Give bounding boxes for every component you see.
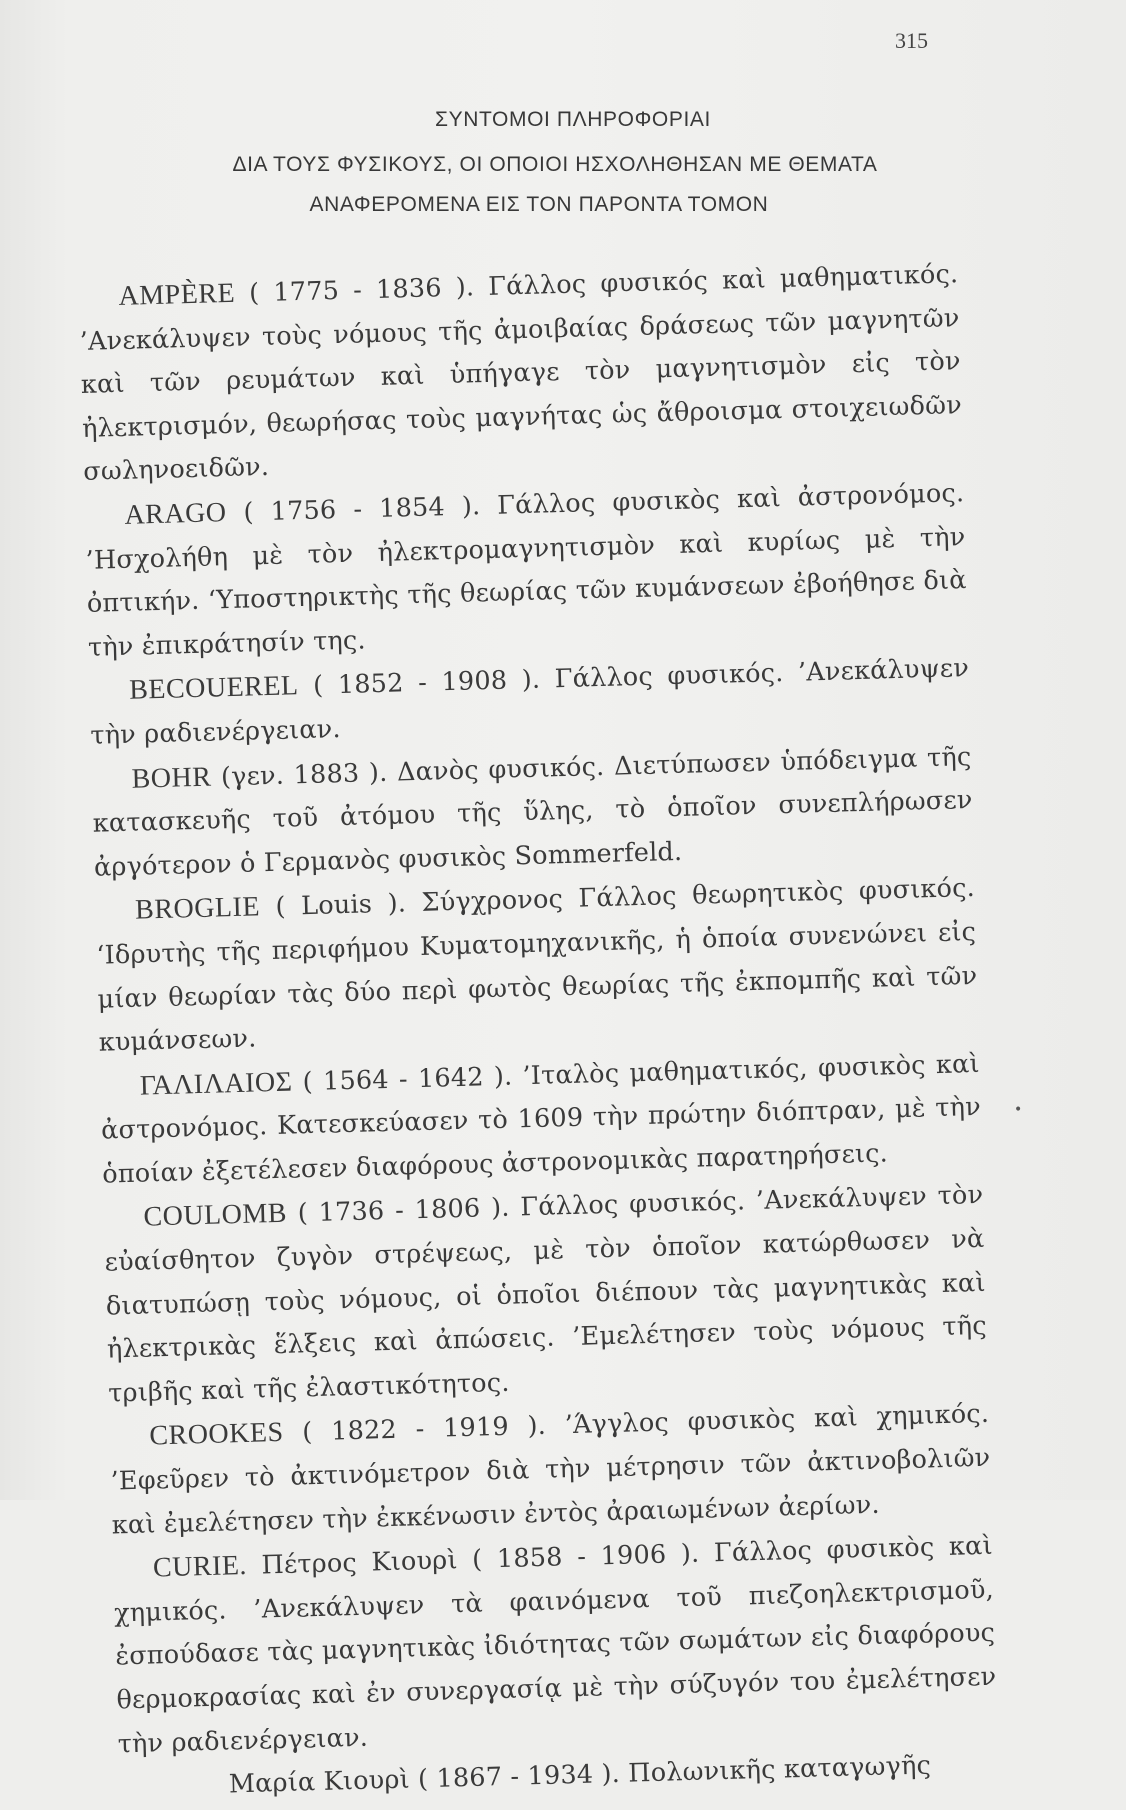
entry-text: ( 1775 - 1836 ). Γάλλος φυσικός καὶ μαθηματικός. ’Ανεκάλυψεν τοὺς νόμους τῆς ἀμοιβαίας δράσεως τῶν μαγνητῶν καὶ τῶν ρευμάτων καὶ ὑπήγαγε τὸν μαγνητισμὸν εἰς τὸν ἠλεκτρισμόν, θεωρήσας τοὺς μαγνήτας ὡς ἄθροισμα στοιχειωδῶν σωληνοειδῶν. xyxy=(79,259,963,488)
page-number: 315 xyxy=(895,28,928,53)
entry-name: CURIE. xyxy=(152,1550,248,1584)
entry-text: ( Louis ). Σύγχρονος Γάλλος θεωρητικὸς φυσικός. ‘Ιδρυτὴς τῆς περιφήμου Κυματομηχανικῆς, ἡ ὁποία συνενώνει εἰς μίαν θεωρίαν τὰς δύο περὶ φωτὸς θεωρίας τῆς ἐκπομπῆς καὶ τῶν κυμάνσεων. xyxy=(95,873,978,1058)
entry-text: ( 1756 - 1854 ). Γάλλος φυσικὸς καὶ ἀστρονόμος. ’Ησχολήθη μὲ τὸν ἠλεκτρομαγνητισμὸν καὶ κυρίως μὲ τὴν ὀπτικήν. ‘Υποστηρικτὴς τῆς θεωρίας τῶν κυμάνσεων ἐβοήθησε διὰ τὴν ἐπικράτησίν της. xyxy=(85,478,967,663)
entry-name: BOHR xyxy=(131,761,212,795)
entry-text: (γεν. 1883 ). Δανὸς φυσικός. Διετύπωσεν ὑπόδειγμα τῆς κατασκευῆς τοῦ ἀτόμου τῆς ὕλης, τὸ ὁποῖον συνεπλήρωσεν ἀργότερον ὁ Γερμανὸς φυσικὸς Sommerfeld. xyxy=(92,741,973,883)
entry-text: Πέτρος Κιουρὶ ( 1858 - 1906 ). Γάλλος φυσικὸς καὶ χημικός. ’Ανεκάλυψεν τὰ φαινόμενα τοῦ πιεζοηλεκτρισμοῦ, ἐσπούδασε τὰς μαγνητικὰς ἰδιότητας τῶν σωμάτων εἰς διαφόρους θερμοκρασίας καὶ ἐν συνεργασίᾳ μὲ τὴν σύζυγόν του ἐμελέτησεν τὴν ραδιενέργειαν. xyxy=(113,1530,997,1760)
entry-text: ( 1736 - 1806 ). Γάλλος φυσικός. ’Ανεκάλυψεν τὸν εὐαίσθητον ζυγὸν στρέψεως, μὲ τὸν ὁποῖον κατώρθωσεν νὰ διατυπώσῃ τοὺς νόμους, οἱ ὁποῖοι διέπουν τὰς μαγνητικὰς καὶ ἠλεκτρικὰς ἕλξεις καὶ ἀπώσεις. ’Εμελέτησεν τοὺς νόμους τῆς τριβῆς καὶ τῆς ἐλαστικότητος. xyxy=(104,1180,988,1409)
entry-galilaios xyxy=(99,1042,982,1198)
entry-text: ( 1822 - 1919 ). ’Άγγλος φυσικὸς καὶ χημικός. ’Εφεῦρεν τὸ ἀκτινόμετρον διὰ τὴν μέτρησιν τῶν ἀκτινοβολιῶν καὶ ἐμελέτησεν τὴν ἐκκένωσιν ἐντὸς ἀραιωμένων ἀερίων. xyxy=(110,1399,991,1541)
entry-name: CROOKES xyxy=(148,1417,284,1452)
entry-name: BROGLIE xyxy=(134,891,261,926)
entry-crookes xyxy=(109,1392,992,1548)
entries-body xyxy=(78,252,999,1810)
entry-broglie xyxy=(95,866,979,1065)
entry-name: ARAGO xyxy=(124,497,227,531)
entry-name: BECOUEREL xyxy=(128,670,299,707)
entry-curie xyxy=(112,1524,998,1767)
heading-line-1: ΣΥΝΤΟΜΟΙ ΠΛΗΡΟΦΟΡΙΑΙ xyxy=(435,108,711,131)
entry-bohr xyxy=(91,735,974,891)
entry-name: AMPÈRE xyxy=(118,277,236,312)
entry-text: ( 1564 - 1642 ). ’Ιταλὸς μαθηματικός, φυσικὸς καὶ ἀστρονόμος. Κατεσκεύασεν τὸ 1609 τὴν πρώτην διόπτραν, μὲ τὴν ὁποίαν ἐξετέλεσεν διαφόρους ἀστρονομικὰς παρατηρήσεις. xyxy=(100,1048,982,1190)
entry-name: COULOMB xyxy=(143,1198,288,1234)
entry-ampere xyxy=(78,252,964,495)
entry-coulomb xyxy=(103,1173,989,1416)
entry-name: ΓΑΛΙΛΑΙΟΣ xyxy=(139,1066,293,1102)
heading-line-2: ΔΙΑ ΤΟΥΣ ΦΥΣΙΚΟΥΣ, ΟΙ ΟΠΟΙΟΙ ΗΣΧΟΛΗΘΗΣΑΝ ΜΕ ΘΕΜΑΤΑ xyxy=(232,153,878,176)
entry-marie-curie: Μαρία Κιουρὶ ( 1867 - 1934 ). Πολωνικῆς καταγωγῆς xyxy=(228,1750,932,1800)
entry-text: ( 1852 - 1908 ). Γάλλος φυσικός. ’Ανεκάλυψεν τὴν ραδιενέργειαν. xyxy=(90,653,970,751)
entry-arago xyxy=(84,471,968,670)
ink-speck: • xyxy=(1014,1102,1023,1118)
heading-line-3: ΑΝΑΦΕΡΟΜΕΝΑ ΕΙΣ ΤΟΝ ΠΑΡΟΝΤΑ ΤΟΜΟΝ xyxy=(309,193,769,216)
